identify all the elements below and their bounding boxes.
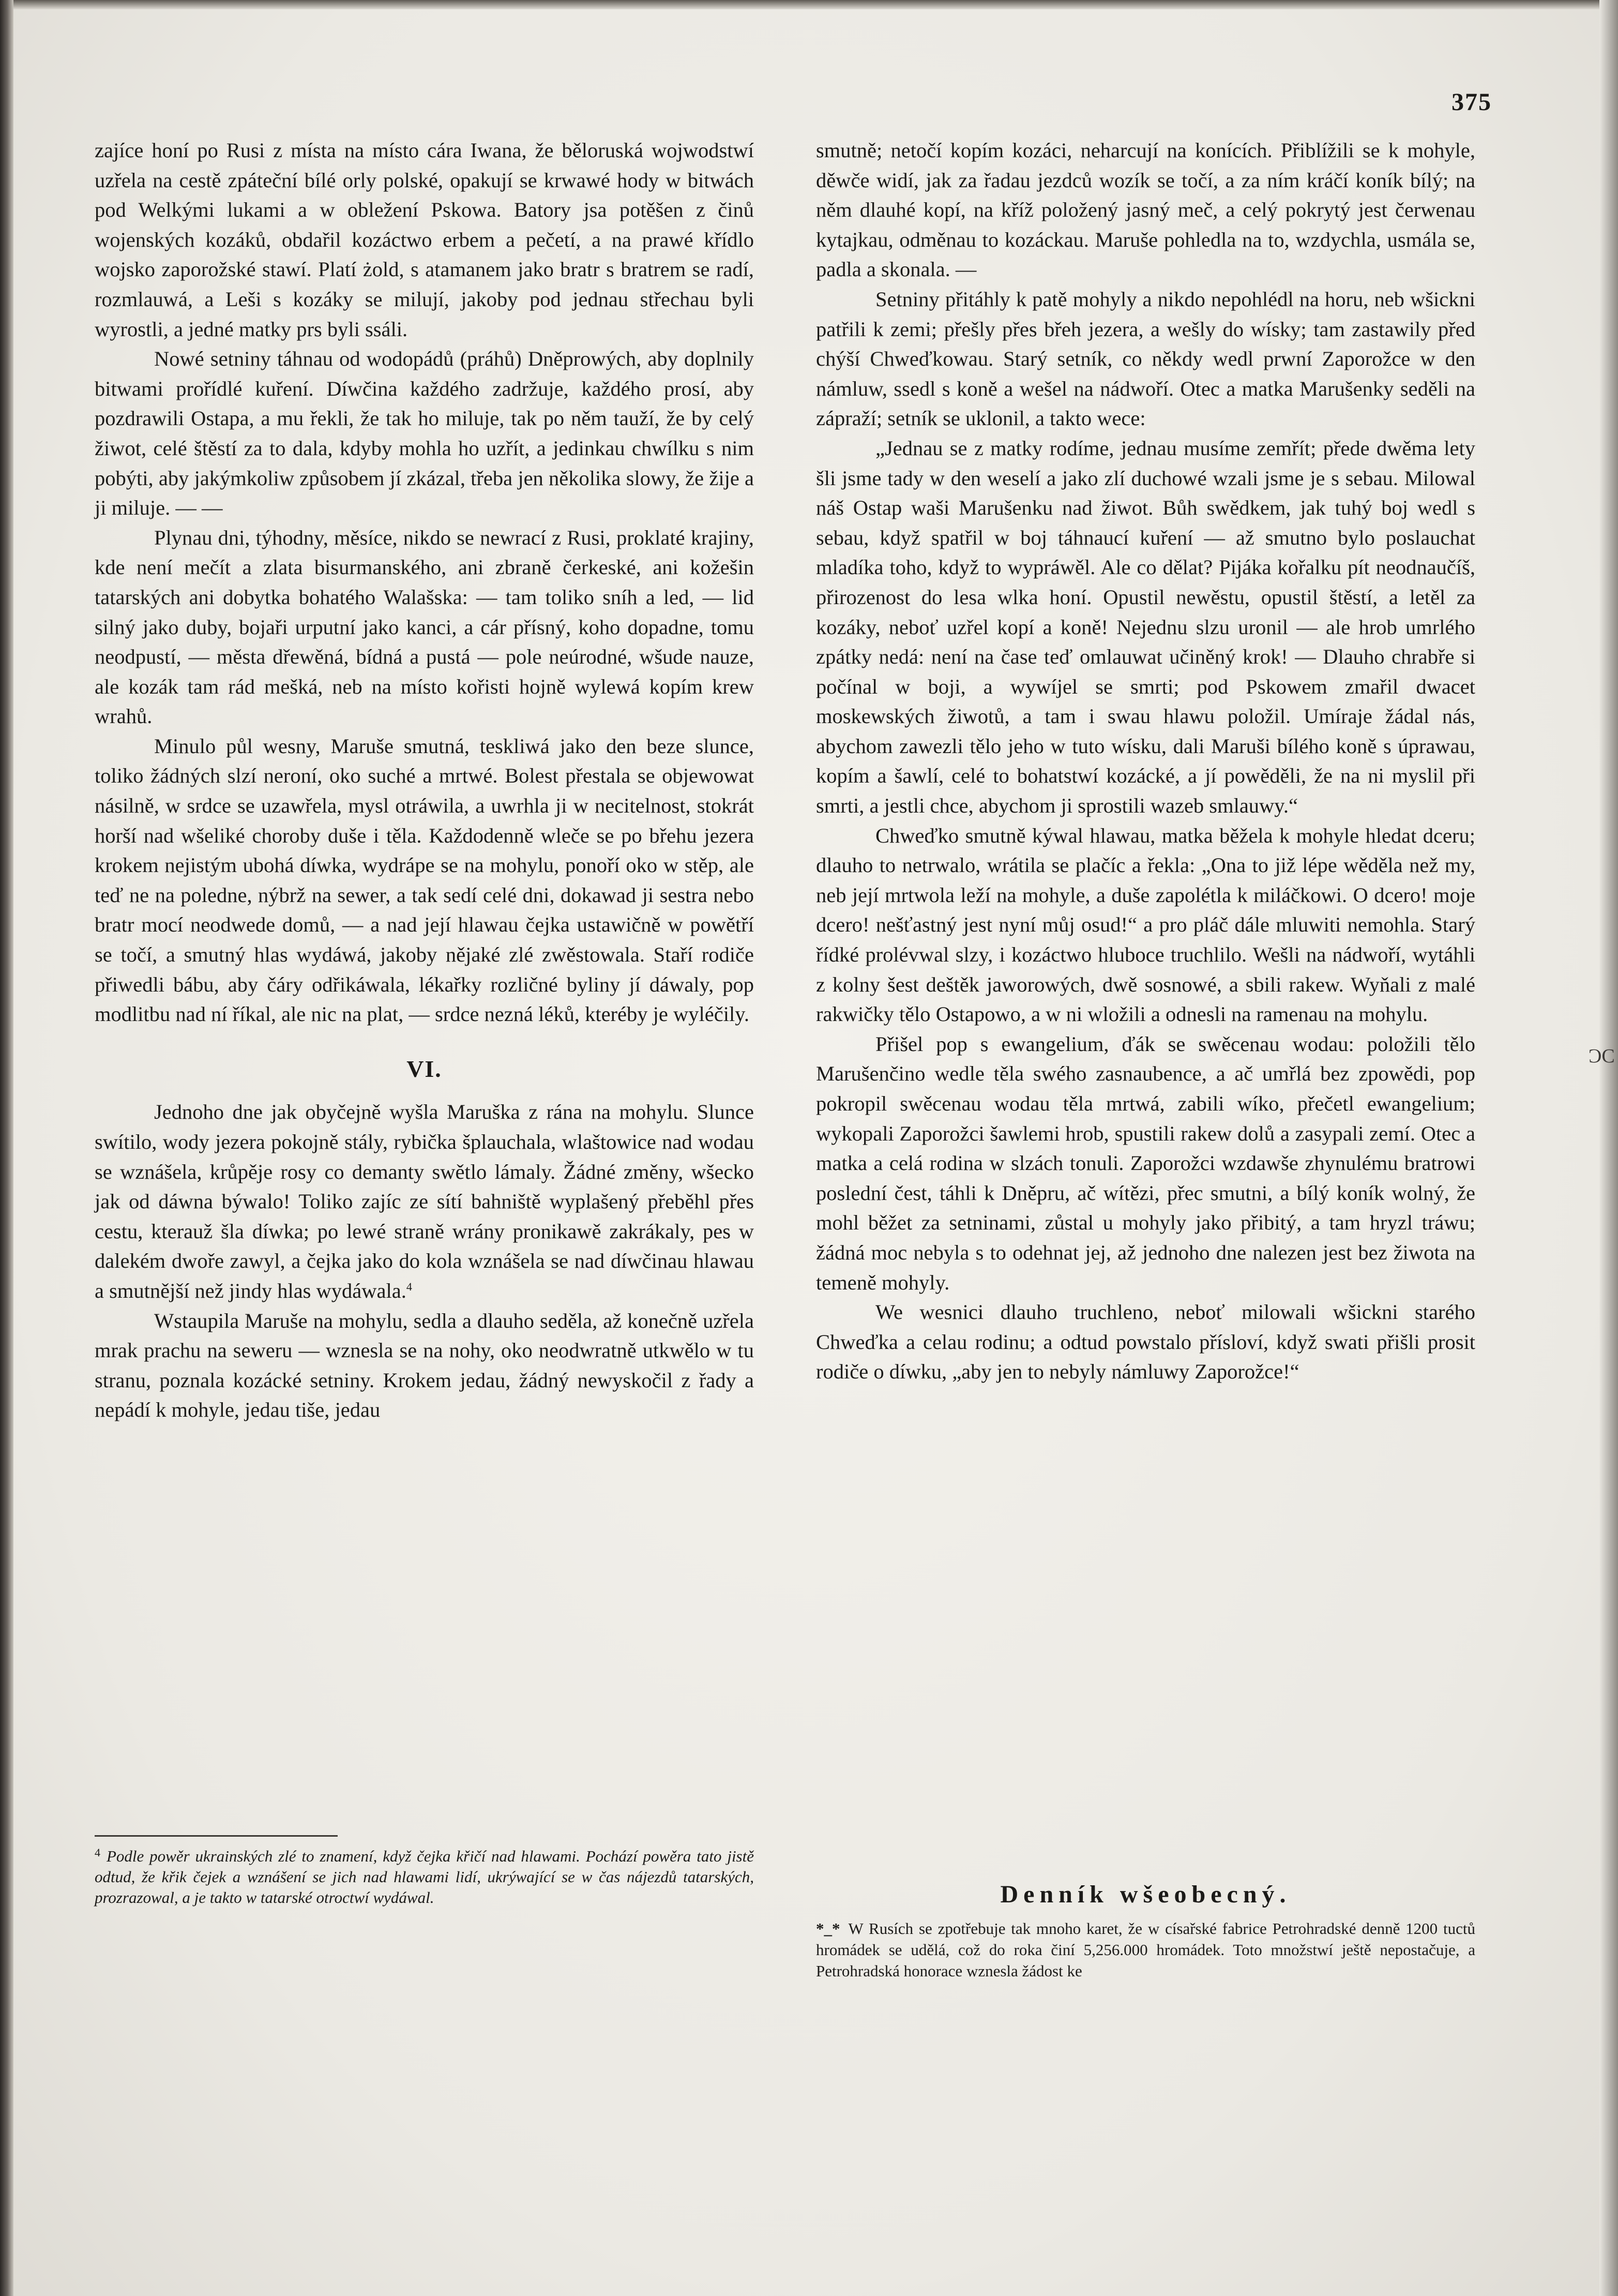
binding-spine (0, 0, 13, 2296)
right-column (816, 136, 1475, 1387)
footnote-rule (95, 1835, 338, 1837)
paragraph: Chweďko smutně kýwal hlawau, matka běžela k mohyle hledat dceru; dlauho to netrwalo, wrátila se plačíc a řekla: „Ona to již lépe wěděla než my, neb její mrtwola leží na mohyle, a duše zapolétla k miláčkowi. O dcero! moje dcero! nešťastný jest nyní můj osud!“ a pro pláč dále mluwiti nemohla. Starý řídké prolévwal slzy, i kozáctwo hluboce truchlilo. Wešli na nádwoří, wytáhli z kolny šest deštěk jaworowých, dwě sosnowé, a sbili rakew. Wyňali z malé rakwičky tělo Ostapowo, a w ni wložili a odnesli na ramenau na mohylu. (816, 823, 1475, 1026)
section-heading: VI. (406, 1055, 442, 1082)
denik-heading: Denník wšeobecný. (1000, 1881, 1291, 1908)
paragraph: zajíce honí po Rusi z místa na místo cára Iwana, že běloruská wojwodstwí uzřela na cestě zpáteční bílé orly polské, opakují se krwawé hody w bitwách pod Welkými lukami a w obležení Pskowa. Batory jsa potěšen z činů wojenských kozáků, obdařil kozáctwo erbem a pečetí, a na prawé křídlo wojsko zaporožské stawí. Platí żold, s atamanem jako bratr s bratrem se radí, rozmlauwá, a Leši s kozáky se milují, jakoby pod jednau střechau byli wyrostli, a jedné matky prs byli ssáli. (95, 139, 754, 341)
paragraph-with-note (95, 1097, 754, 1305)
paragraph: „Jednau se z matky rodíme, jednau musíme zemřít; přede dwěma lety šli jsme tady w den weselí a jako zlí duchowé wzali jsme je s sebau. Milowal náš Ostap waši Marušenku nad žiwot. Bůh swědkem, jak tuhý boj wedl s sebau, když spatřil w boj táhnaucí kuření — až smutno bylo poslauchat mladíka toho, když to wypráwěl. Ale co dělat? Pijáka kořalku pít neodnaučíš, přirozenost do lesa wlka honí. Opustil newěstu, opustil štěstí, a letěl za kozáky, neboť uzřel kopí a koně! Nejednu slzu uronil — ale hrob umrlého zpátky nedá: není na čase teď omlauwat učiněný krok! — Dlauho chrabře si počínal w boji, a wywíjel se smrti; pod Pskowem zmařil dwacet moskewských žiwotů, a tam i swau hlawu položil. Umíraje žádal nás, abychom zawezli tělo jeho w tuto wísku, dali Maruši bílého koně s úprawau, kopím a šawlí, celé to bohatstwí kozácké, a jí powěděli, že na ni myslil při smrti, a jestli chce, abychom ji sprostili wazeb smlauwy.“ (816, 436, 1475, 818)
paragraph-text: Jednoho dne jak obyčejně wyšla Maruška z rána na mohylu. Slunce swítilo, wody jezera pokojně stály, rybička šplauchala, wlaštowice nad wodau se wznášela, krůpěje rosy co demanty swětlo lámaly. Žádné změny, wšecko jak od dáwna býwalo! Toliko zajíc ze sítí bahniště wyplašený přeběhl přes cestu, kterauž šla díwka; po lewé straně wrány pronikawě zakrákaly, pes w dalekém dwoře zawyl, a čejka jako do kola wznášela se nad díwčinau hlawau a smutnější než jindy hlas wydáwala. (95, 1100, 754, 1302)
paragraph: Wstaupila Maruše na mohylu, sedla a dlauho seděla, až konečně uzřela mrak prachu na seweru — wznesla se na nohy, oko neodwratně utkwělo w tu stranu, poznala kozácké setniny. Krokem jedau, žádný newyskočil z řady a nepádí k mohyle, jedau tiše, jedau (95, 1309, 754, 1422)
paragraph: smutně; netočí kopím kozáci, neharcují na konících. Přiblížili se k mohyle, děwče widí, jak za řadau jezdců wozík se točí, a za ním kráčí koník bílý; na něm dlauhé kopí, na kříž položený jasný meč, a celý pokrytý jest čerwenau kytajkau, odměnau to kozáckau. Maruše pohledla na to, wzdychla, usmála se, padla a skonala. — (816, 139, 1475, 281)
paragraph: Minulo půl wesny, Maruše smutná, teskliwá jako den beze slunce, toliko žádných slzí neroní, oko suché a mrtwé. Bolest přestala se objewowat násilně, w srdce se uzawřela, mysl otráwila, a uwrhla ji w necitelnost, stokrát horší nad wšeliké choroby duše i těla. Každodenně wleče se po břehu jezera krokem nejistým ubohá díwka, wydrápe se na mohylu, ponoří oko w stěp, ale teď ne na poledne, nýbrž na sewer, a tak sedí celé dni, dokawad ji sestra nebo bratr mocí neodwede domů, — a nad její hlawau čejka ustawičně w powětří se točí, a smutný hlas wydáwá, jakoby nějaké zlé zwěstowala. Staří rodiče přiwedli bábu, aby čáry odřikáwala, lékařky rozličné byliny jí dáwaly, pop modlitbu nad ní říkal, ale nic na plat, — srdce nezná léků, kteréby je wyléčily. (95, 734, 754, 1026)
asterism-icon: *_* (816, 1919, 840, 1938)
page-right-edge (1599, 0, 1618, 2296)
page-number: 375 (1451, 88, 1492, 116)
paragraph: Nowé setniny táhnau od wodopádů (práhů) Dněprowých, aby doplnily bitwami prořídlé kuření. Díwčina každého zadržuje, každého prosí, aby pozdrawili Ostapa, a mu řekli, že tak ho miluje, tak po něm tauží, že by celý žiwot, celé štěstí za to dala, kdyby mohla ho uzřít, a jedinkau chwílku s nim pobýti, aby jakýmkoliw způsobem jí zkázal, třeba jen několika slowy, že žije a ji miluje. — — (95, 347, 754, 520)
footnote-text: Podle powěr ukrainských zlé to znamení, když čejka křičí nad hlawami. Pochází powěra tato jistě odtud, že křik čejek a wznášení se jich nad hlawami lidí, ukrýwající se w čas nájezdů tatarských, prozrazowal, a je takto w tatarské otroctwí wydáwal. (95, 1847, 754, 1907)
page-top-edge (13, 0, 1618, 9)
left-column (95, 136, 754, 1425)
margin-mark: ƆC (1589, 1045, 1615, 1067)
footnote (95, 1842, 754, 1908)
paragraph: Plynau dni, týhodny, měsíce, nikdo se newrací z Rusi, proklaté krajiny, kde není mečít a zlata bisurmanského, ani zbraně čerkeské, ani kožešin tatarských ani dobytka bohatého Walašska: — tam toliko sníh a led, — lid silný jako duby, bojaři urputní jako kanci, a cár přísný, koho dopadne, tomu neodpustí, — města dřewěná, bídná a pustá — pole neúrodné, wšude nauze, ale kozák tam rád mešká, neb na místo kořisti hojně wylewá kopím krew wrahů. (95, 526, 754, 728)
denik-text: W Rusích se zpotřebuje tak mnoho karet, že w císařské fabrice Petrohradské denně 1200 tuctů hromádek se udělá, což do roka činí 5,256.000 hromádek. Toto množstwí ještě nepostačuje, a Petrohradská honorace wznesla žádost ke (816, 1919, 1475, 1980)
paragraph: Přišel pop s ewangelium, ďák se swěcenau wodau: položili tělo Marušenčino wedle těla swého zasnaubence, a ač umřlá bez zpowědi, pop pokropil swěcenau wodau těla mrtwá, zabili wíko, přečetl ewangelium; wykopali Zaporožci šawlemi hrob, spustili rakew dolů a zasypali zemí. Otec a matka a celá rodina w slzách tonuli. Zaporožci wzdawše zhynulému bratrowi poslední čest, táhli k Dněpru, ač wítězi, přec smutni, a bílý koník wolný, že mohl běžet za setninami, zůstal u mohyly jako přibitý, a tam hryzl tráwu; žádná moc nebyla s to odehnat jej, až jednoho dne nalezen jest bez žiwota na temeně mohyly. (816, 1032, 1475, 1294)
paragraph: We wesnici dlauho truchleno, neboť milowali wšickni starého Chweďka a celau rodinu; a odtud powstalo přísloví, když swati přišli prosit rodiče o díwku, „aby jen to nebyly námluwy Zaporožce!“ (816, 1300, 1475, 1384)
footnote-mark: 4 (95, 1846, 100, 1859)
paragraph: Setniny přitáhly k patě mohyly a nikdo nepohlédl na horu, neb wšickni patřili k zemi; přešly přes břeh jezera, a wešly do wísky; tam zastawily před chýší Chweďkowau. Starý setník, co někdy wedl prwní Zaporožce w den námluw, ssedl s koně a wešel na nádwoří. Otec a matka Marušenky seděli na zápraží; setník se uklonil, a takto wece: (816, 287, 1475, 430)
denik-article (816, 1918, 1475, 1982)
footnote-ref: 4 (406, 1280, 412, 1293)
